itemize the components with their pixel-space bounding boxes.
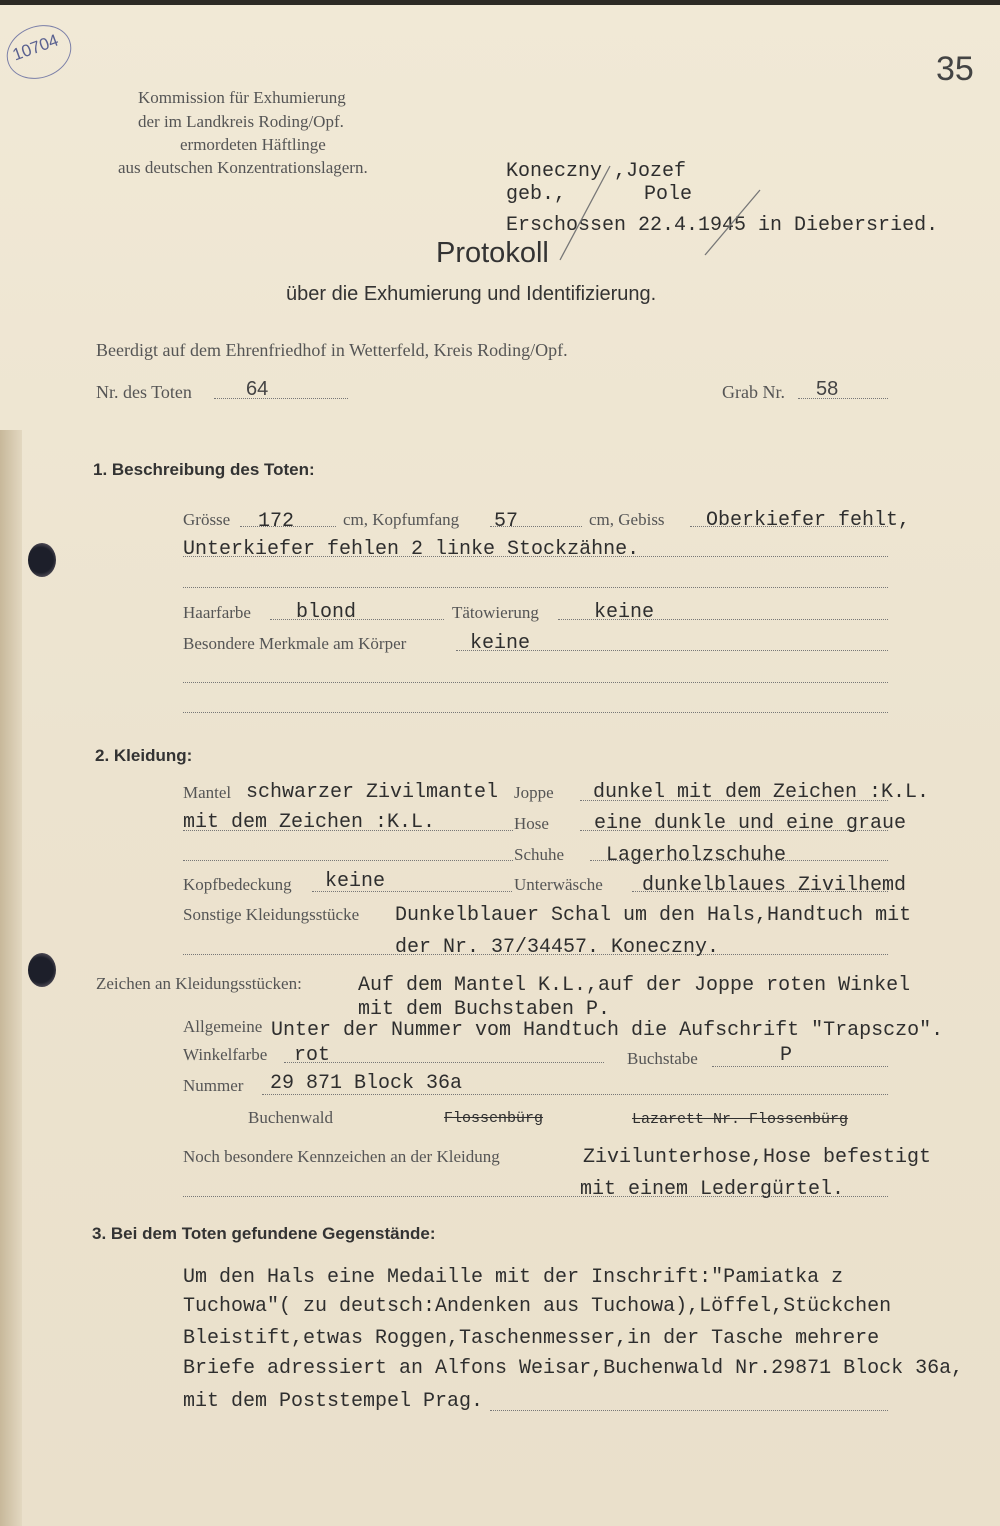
number-value: 29 871 Block 36a bbox=[270, 1072, 463, 1095]
tattoo-value: keine bbox=[594, 601, 655, 624]
dead-no-label: Nr. des Toten bbox=[96, 382, 192, 402]
section-3-heading: 3. Bei dem Toten gefundene Gegenstände: bbox=[92, 1224, 436, 1243]
size-label: Grösse bbox=[183, 510, 231, 529]
archive-stamp-number: 10704 bbox=[10, 30, 61, 65]
punch-hole-icon bbox=[28, 543, 56, 577]
teeth-value: Oberkiefer fehlt, bbox=[706, 509, 911, 532]
special-marks-label: Noch besondere Kennzeichen an der Kleidung bbox=[183, 1147, 500, 1166]
commission-line-4: aus deutschen Konzentrationslagern. bbox=[118, 158, 368, 177]
section-2-heading: 2. Kleidung: bbox=[95, 746, 193, 765]
person-name: Koneczny ,Jozef bbox=[506, 160, 687, 183]
letter-value: P bbox=[780, 1044, 793, 1067]
page-number: 35 bbox=[936, 50, 974, 88]
page-subtitle: über die Exhumierung und Identifizierung. bbox=[286, 283, 657, 305]
page-title: Protokoll bbox=[436, 237, 549, 269]
struck-camp: Flossenbürg bbox=[444, 1110, 544, 1127]
letter-label: Buchstabe bbox=[627, 1049, 698, 1068]
section-1-heading: 1. Beschreibung des Toten: bbox=[93, 460, 315, 479]
marks-label: Besondere Merkmale am Körper bbox=[183, 634, 407, 653]
color-value: rot bbox=[294, 1044, 331, 1067]
hair-label: Haarfarbe bbox=[183, 603, 251, 622]
other-clothing-label: Sonstige Kleidungsstücke bbox=[183, 905, 360, 924]
shoes-label: Schuhe bbox=[514, 845, 565, 864]
signs-label: Zeichen an Kleidungsstücken: bbox=[96, 974, 302, 993]
commission-line-1: Kommission für Exhumierung bbox=[138, 88, 346, 107]
general-value: Unter der Nummer vom Handtuch die Aufschrift "Trapsczo". bbox=[271, 1019, 944, 1042]
item-line: Um den Hals eine Medaille mit der Inschrift:"Pamiatka z bbox=[183, 1266, 844, 1289]
size-value: 172 bbox=[258, 510, 295, 533]
general-label: Allgemeine bbox=[183, 1017, 263, 1036]
nationality: Pole bbox=[644, 183, 693, 206]
coat-value: schwarzer Zivilmantel bbox=[246, 781, 499, 804]
scan-top-edge bbox=[0, 0, 1000, 5]
other-clothing-value: Dunkelblauer Schal um den Hals,Handtuch mit bbox=[395, 904, 912, 927]
special-marks-value: Zivilunterhose,Hose befestigt bbox=[583, 1146, 932, 1169]
death-info: Erschossen 22.4.1945 in Diebersried. bbox=[506, 214, 939, 237]
jacket-label: Joppe bbox=[514, 783, 554, 802]
item-line: Bleistift,etwas Roggen,Taschenmesser,in der Tasche mehrere bbox=[183, 1327, 880, 1350]
head-label: cm, Kopfumfang bbox=[343, 510, 460, 529]
item-line: Tuchowa"( zu deutsch:Andenken aus Tuchowa),Löffel,Stückchen bbox=[183, 1295, 892, 1318]
trousers-value: eine dunkle und eine graue bbox=[594, 812, 907, 835]
commission-line-2: der im Landkreis Roding/Opf. bbox=[138, 112, 344, 131]
punch-hole-icon bbox=[28, 953, 56, 987]
grave-no-value: 58 bbox=[816, 378, 839, 400]
grave-no-label: Grab Nr. bbox=[722, 382, 785, 402]
jacket-value: dunkel mit dem Zeichen :K.L. bbox=[593, 781, 930, 804]
commission-line-3: ermordeten Häftlinge bbox=[180, 135, 326, 154]
coat-line-2: mit dem Zeichen :K.L. bbox=[183, 811, 436, 834]
burial-place: Beerdigt auf dem Ehrenfriedhof in Wetterfeld, Kreis Roding/Opf. bbox=[96, 340, 568, 360]
birth-label: geb., bbox=[506, 183, 567, 206]
coat-label: Mantel bbox=[183, 783, 232, 802]
camp-label: Buchenwald bbox=[248, 1108, 333, 1127]
signs-value: Auf dem Mantel K.L.,auf der Joppe roten Winkel bbox=[358, 974, 911, 997]
head-value: 57 bbox=[494, 510, 519, 533]
shoes-value: Lagerholzschuhe bbox=[606, 844, 787, 867]
marks-value: keine bbox=[470, 632, 531, 655]
underwear-value: dunkelblaues Zivilhemd bbox=[642, 874, 907, 897]
teeth-line-2: Unterkiefer fehlen 2 linke Stockzähne. bbox=[183, 538, 640, 561]
other-clothing-line-2: der Nr. 37/34457. Koneczny. bbox=[395, 936, 720, 959]
item-line: Briefe adressiert an Alfons Weisar,Buchenwald Nr.29871 Block 36a, bbox=[183, 1357, 964, 1380]
headwear-value: keine bbox=[325, 870, 386, 893]
special-marks-line-2: mit einem Ledergürtel. bbox=[580, 1178, 845, 1201]
color-label: Winkelfarbe bbox=[183, 1045, 268, 1064]
tattoo-label: Tätowierung bbox=[452, 603, 539, 622]
dead-no-value: 64 bbox=[246, 378, 269, 400]
teeth-label: cm, Gebiss bbox=[589, 510, 665, 529]
item-line: mit dem Poststempel Prag. bbox=[183, 1390, 484, 1413]
scan-left-edge bbox=[0, 430, 22, 1526]
signs-line-2: mit dem Buchstaben P. bbox=[358, 998, 611, 1021]
headwear-label: Kopfbedeckung bbox=[183, 875, 292, 894]
trousers-label: Hose bbox=[514, 814, 549, 833]
struck-lazarett: Lazarett Nr. Flossenbürg bbox=[632, 1111, 849, 1128]
pencil-strokes bbox=[555, 160, 765, 270]
number-label: Nummer bbox=[183, 1076, 244, 1095]
hair-value: blond bbox=[296, 601, 357, 624]
underwear-label: Unterwäsche bbox=[514, 875, 603, 894]
